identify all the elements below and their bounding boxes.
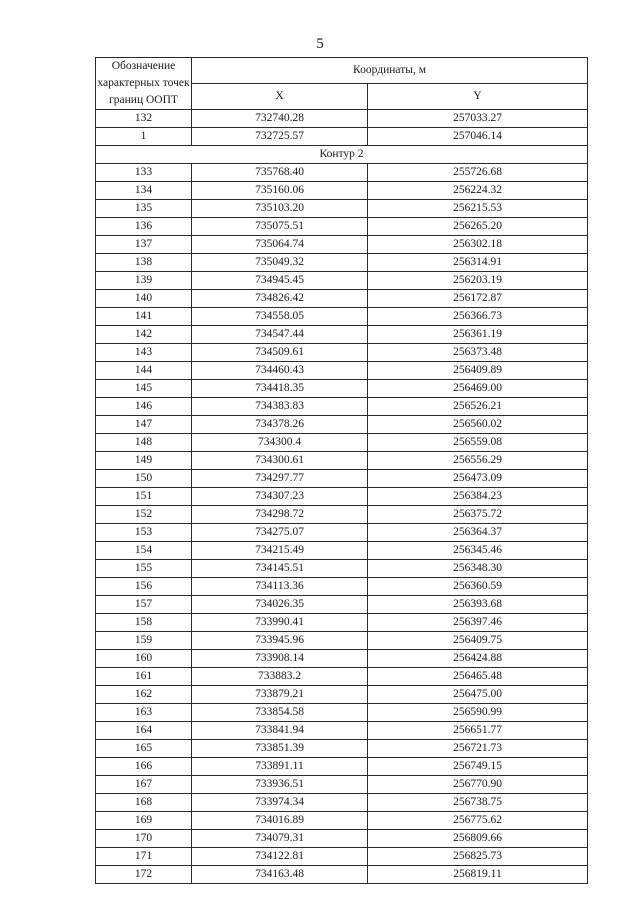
- y-column-header: Y: [368, 84, 588, 110]
- point-number-cell: 148: [96, 434, 192, 452]
- x-coordinate-cell: 734275.07: [192, 524, 368, 542]
- y-coordinate-cell: 256361.19: [368, 326, 588, 344]
- point-number-cell: 133: [96, 164, 192, 182]
- point-number-cell: 164: [96, 722, 192, 740]
- y-coordinate-cell: 256375.72: [368, 506, 588, 524]
- point-number-cell: 134: [96, 182, 192, 200]
- x-column-header: X: [192, 84, 368, 110]
- y-coordinate-cell: 256775.62: [368, 812, 588, 830]
- y-coordinate-cell: 256409.89: [368, 362, 588, 380]
- x-coordinate-cell: 734945.45: [192, 272, 368, 290]
- table-row: [96, 704, 588, 722]
- point-number-cell: 157: [96, 596, 192, 614]
- table-row: [96, 524, 588, 542]
- table-row: [96, 362, 588, 380]
- point-number-cell: 156: [96, 578, 192, 596]
- table-row: [96, 218, 588, 236]
- point-number-cell: 159: [96, 632, 192, 650]
- y-coordinate-cell: 256809.66: [368, 830, 588, 848]
- x-coordinate-cell: 733854.58: [192, 704, 368, 722]
- table-row: [96, 812, 588, 830]
- table-row: [96, 578, 588, 596]
- table-row: [96, 200, 588, 218]
- point-number-cell: 172: [96, 866, 192, 884]
- y-coordinate-cell: 256825.73: [368, 848, 588, 866]
- x-coordinate-cell: 733974.34: [192, 794, 368, 812]
- table-row: [96, 650, 588, 668]
- x-coordinate-cell: 734016.89: [192, 812, 368, 830]
- table-row: [96, 398, 588, 416]
- point-number-cell: 138: [96, 254, 192, 272]
- x-coordinate-cell: 732740.28: [192, 110, 368, 128]
- table-row: [96, 254, 588, 272]
- table-row: [96, 128, 588, 146]
- y-coordinate-cell: 256651.77: [368, 722, 588, 740]
- y-coordinate-cell: 256819.11: [368, 866, 588, 884]
- x-coordinate-cell: 735160.06: [192, 182, 368, 200]
- table-row: [96, 632, 588, 650]
- x-coordinate-cell: 733936.51: [192, 776, 368, 794]
- x-coordinate-cell: 733945.96: [192, 632, 368, 650]
- point-number-cell: 146: [96, 398, 192, 416]
- table-body-before: [96, 110, 588, 146]
- table-body-after: [96, 164, 588, 884]
- x-coordinate-cell: 733891.11: [192, 758, 368, 776]
- table-row: [96, 164, 588, 182]
- table-row: [96, 506, 588, 524]
- point-number-cell: 163: [96, 704, 192, 722]
- y-coordinate-cell: 256560.02: [368, 416, 588, 434]
- table-row: [96, 434, 588, 452]
- table-row: [96, 470, 588, 488]
- point-number-cell: 167: [96, 776, 192, 794]
- point-number-cell: 171: [96, 848, 192, 866]
- y-coordinate-cell: 256469.00: [368, 380, 588, 398]
- table-row: [96, 182, 588, 200]
- table-row: [96, 380, 588, 398]
- point-number-cell: 136: [96, 218, 192, 236]
- point-number-cell: 135: [96, 200, 192, 218]
- y-coordinate-cell: 256409.75: [368, 632, 588, 650]
- y-coordinate-cell: 256475.00: [368, 686, 588, 704]
- x-coordinate-cell: 734145.51: [192, 560, 368, 578]
- section-row-group: [96, 146, 588, 164]
- point-number-cell: 170: [96, 830, 192, 848]
- table-row: [96, 560, 588, 578]
- y-coordinate-cell: 256172.87: [368, 290, 588, 308]
- section-row: [96, 146, 588, 164]
- point-number-cell: 142: [96, 326, 192, 344]
- y-coordinate-cell: 257046.14: [368, 128, 588, 146]
- y-coordinate-cell: 256265.20: [368, 218, 588, 236]
- page-number: 5: [316, 36, 324, 52]
- y-coordinate-cell: 256302.18: [368, 236, 588, 254]
- y-coordinate-cell: 256373.48: [368, 344, 588, 362]
- y-coordinate-cell: 256314.91: [368, 254, 588, 272]
- x-coordinate-cell: 734460.43: [192, 362, 368, 380]
- x-coordinate-cell: 734547.44: [192, 326, 368, 344]
- y-coordinate-cell: 255726.68: [368, 164, 588, 182]
- table-row: [96, 794, 588, 812]
- table-row: [96, 668, 588, 686]
- table-row: [96, 848, 588, 866]
- y-coordinate-cell: 256465.48: [368, 668, 588, 686]
- point-number-cell: 143: [96, 344, 192, 362]
- point-number-cell: 160: [96, 650, 192, 668]
- y-coordinate-cell: 256397.46: [368, 614, 588, 632]
- point-number-cell: 161: [96, 668, 192, 686]
- y-coordinate-cell: 256364.37: [368, 524, 588, 542]
- y-coordinate-cell: 256590.99: [368, 704, 588, 722]
- point-number-cell: 151: [96, 488, 192, 506]
- point-number-cell: 166: [96, 758, 192, 776]
- table-row: [96, 722, 588, 740]
- table-row: [96, 686, 588, 704]
- point-number-cell: 137: [96, 236, 192, 254]
- x-coordinate-cell: 734122.81: [192, 848, 368, 866]
- x-coordinate-cell: 733990.41: [192, 614, 368, 632]
- x-coordinate-cell: 735064.74: [192, 236, 368, 254]
- point-number-cell: 165: [96, 740, 192, 758]
- point-number-cell: 152: [96, 506, 192, 524]
- x-coordinate-cell: 734826.42: [192, 290, 368, 308]
- y-coordinate-cell: 257033.27: [368, 110, 588, 128]
- x-coordinate-cell: 733851.39: [192, 740, 368, 758]
- x-coordinate-cell: 734378.26: [192, 416, 368, 434]
- table-row: [96, 596, 588, 614]
- table-row: [96, 290, 588, 308]
- y-coordinate-cell: 256559.08: [368, 434, 588, 452]
- x-coordinate-cell: 734307.23: [192, 488, 368, 506]
- table-row: [96, 344, 588, 362]
- x-coordinate-cell: 734297.77: [192, 470, 368, 488]
- x-coordinate-cell: 733883.2: [192, 668, 368, 686]
- y-coordinate-cell: 256366.73: [368, 308, 588, 326]
- y-coordinate-cell: 256424.88: [368, 650, 588, 668]
- table-row: [96, 272, 588, 290]
- point-number-cell: 149: [96, 452, 192, 470]
- y-coordinate-cell: 256473.09: [368, 470, 588, 488]
- x-coordinate-cell: 734509.61: [192, 344, 368, 362]
- point-number-cell: 169: [96, 812, 192, 830]
- table-row: [96, 416, 588, 434]
- table-row: [96, 740, 588, 758]
- point-number-cell: 140: [96, 290, 192, 308]
- table-row: [96, 614, 588, 632]
- point-number-cell: 144: [96, 362, 192, 380]
- table-row: [96, 236, 588, 254]
- point-number-cell: 153: [96, 524, 192, 542]
- section-label: Контур 2: [96, 146, 588, 164]
- x-coordinate-cell: 733908.14: [192, 650, 368, 668]
- y-coordinate-cell: 256360.59: [368, 578, 588, 596]
- x-coordinate-cell: 734026.35: [192, 596, 368, 614]
- x-coordinate-cell: 733879.21: [192, 686, 368, 704]
- x-coordinate-cell: 734163.48: [192, 866, 368, 884]
- point-designation-header: Обозначение характерных точек границ ООПТ: [96, 58, 192, 110]
- x-coordinate-cell: 734079.31: [192, 830, 368, 848]
- point-number-cell: 139: [96, 272, 192, 290]
- table-row: [96, 776, 588, 794]
- x-coordinate-cell: 734298.72: [192, 506, 368, 524]
- point-number-cell: 147: [96, 416, 192, 434]
- y-coordinate-cell: 256215.53: [368, 200, 588, 218]
- x-coordinate-cell: 734383.83: [192, 398, 368, 416]
- y-coordinate-cell: 256348.30: [368, 560, 588, 578]
- x-coordinate-cell: 734113.36: [192, 578, 368, 596]
- point-number-cell: 158: [96, 614, 192, 632]
- x-coordinate-cell: 734300.61: [192, 452, 368, 470]
- point-number-cell: 154: [96, 542, 192, 560]
- table-row: [96, 542, 588, 560]
- x-coordinate-cell: 733841.94: [192, 722, 368, 740]
- point-number-cell: 141: [96, 308, 192, 326]
- point-number-cell: 150: [96, 470, 192, 488]
- x-coordinate-cell: 735103.20: [192, 200, 368, 218]
- table-row: [96, 488, 588, 506]
- table-row: [96, 758, 588, 776]
- point-number-cell: 145: [96, 380, 192, 398]
- y-coordinate-cell: 256345.46: [368, 542, 588, 560]
- x-coordinate-cell: 735049.32: [192, 254, 368, 272]
- y-coordinate-cell: 256384.23: [368, 488, 588, 506]
- table-row: [96, 830, 588, 848]
- y-coordinate-cell: 256526.21: [368, 398, 588, 416]
- table-row: [96, 110, 588, 128]
- table-header: [96, 58, 588, 110]
- point-number-cell: 162: [96, 686, 192, 704]
- y-coordinate-cell: 256749.15: [368, 758, 588, 776]
- x-coordinate-cell: 734300.4: [192, 434, 368, 452]
- table-row: [96, 866, 588, 884]
- coordinates-header: Координаты, м: [192, 58, 588, 84]
- x-coordinate-cell: 734418.35: [192, 380, 368, 398]
- point-number-cell: 1: [96, 128, 192, 146]
- table-row: [96, 326, 588, 344]
- x-coordinate-cell: 734558.05: [192, 308, 368, 326]
- table-row: [96, 452, 588, 470]
- point-number-cell: 155: [96, 560, 192, 578]
- y-coordinate-cell: 256738.75: [368, 794, 588, 812]
- y-coordinate-cell: 256556.29: [368, 452, 588, 470]
- point-number-cell: 168: [96, 794, 192, 812]
- y-coordinate-cell: 256721.73: [368, 740, 588, 758]
- x-coordinate-cell: 734215.49: [192, 542, 368, 560]
- table-row: [96, 308, 588, 326]
- y-coordinate-cell: 256393.68: [368, 596, 588, 614]
- x-coordinate-cell: 732725.57: [192, 128, 368, 146]
- x-coordinate-cell: 735768.40: [192, 164, 368, 182]
- y-coordinate-cell: 256203.19: [368, 272, 588, 290]
- x-coordinate-cell: 735075.51: [192, 218, 368, 236]
- y-coordinate-cell: 256224.32: [368, 182, 588, 200]
- coordinates-table: [95, 57, 588, 884]
- point-number-cell: 132: [96, 110, 192, 128]
- y-coordinate-cell: 256770.90: [368, 776, 588, 794]
